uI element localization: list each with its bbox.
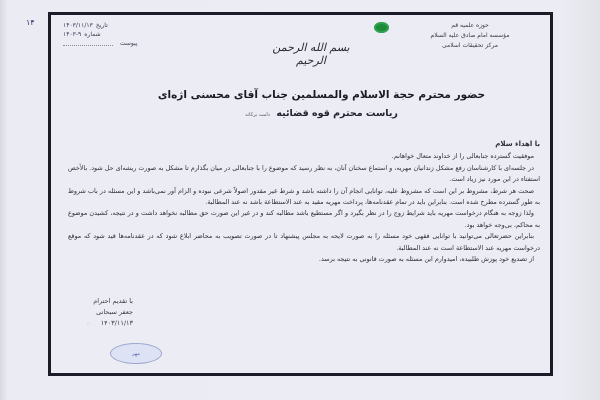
bismillah-calligraphy: بسم الله الرحمن الرحیم xyxy=(272,41,350,67)
addressee-honorific: دامت برکاته xyxy=(245,112,271,118)
paragraph-4: ولذا زوجه به هنگام درخواست مهریه باید شرایط زوج را در نظر بگیرد و اگر مستطیع باشد مطالبه کند و در غیر این صورت حق مطالبه نخواهد داشت و در نتیجه، کشیدن موضوع به محاکم، بی‌وجه خواهد بود. xyxy=(68,209,540,229)
date-row xyxy=(63,21,153,30)
paragraph-5: بنابراین حضرتعالی می‌توانید با توانایی فقهی خود مسئله را به صورت لایحه به مجلس پیشنهاد تا در صورت تصویب به محاضر ابلاغ شود که در عقدنامه‌ها قید شود که موقع درخواست مهریه عند الاستطاعة است نه عند المطالبة. xyxy=(68,232,540,252)
addressee-line-1: حضور محترم حجة الاسلام والمسلمین جناب آقای محسنی اژه‌ای xyxy=(157,89,486,101)
attachment-label: پیوست xyxy=(120,40,138,47)
number-row xyxy=(63,30,153,39)
seal-label: مهر xyxy=(132,350,140,357)
greeting: با اهداء سلام xyxy=(495,140,540,148)
date-label: تاریخ xyxy=(95,22,108,29)
addressee-line-2 xyxy=(101,108,542,119)
signature-date: ۱۴۰۳/۱۱/۱۳ xyxy=(100,319,133,327)
signer-name: جعفر سبحانی xyxy=(96,308,133,316)
number-value: ۱۴۰۳-۹ xyxy=(63,31,82,38)
letter-frame xyxy=(48,12,553,376)
date-value: ۱۴۰۳/۱۱/۱۳ xyxy=(63,22,93,29)
paragraph-3: صحت هر شرط، مشروط بر این است که مشروط علیه، توانایی انجام آن را داشته باشد و شرط غیر مقدور اصولاً شرعی نبوده و الزام آور نمی‌باشد و این مسئله در باب شروط به طور گسترده مطرح شده است. بنابراین باید در تمام عقدنامه‌ها، پرداخت مهریه مقید به عند الاستطاعة باشد نه عند المطالبة. xyxy=(68,186,540,207)
official-seal-icon xyxy=(110,343,162,364)
org-line-3: مرکز تحقیقات اسلامی xyxy=(442,42,498,49)
stamp-mark: .. xyxy=(87,320,91,326)
org-line-1: حوزه علمیه قم xyxy=(451,22,489,29)
closing-salutation: با تقدیم احترام xyxy=(93,297,133,305)
letterhead-organization xyxy=(400,21,540,51)
paragraph-1: موفقیت گسترده جنابعالی را از خداوند متعال خواهانم. xyxy=(391,152,534,161)
paragraph-6: از تصدیع خود پوزش طلبیده، امیدوارم این مسئله به صورت قانونی به نتیجه برسد. xyxy=(318,255,534,264)
attachment-row xyxy=(63,39,153,48)
reference-box xyxy=(63,21,153,48)
org-line-2: مؤسسه امام صادق علیه السلام xyxy=(430,32,510,39)
margin-handwritten-number: ۱۴ xyxy=(26,18,35,27)
paragraph-2: در جلسه‌ای با کارشناسان رفع مشکل زندانیان مهریه، و استماع سخنان آنان، به نظر رسید که موضوع را با جنابعالی در میان بگذارم تا مشکل به صورت ریشه‌ای حل شود. بالأخص استفتاء در این مورد نیز زیاد است. xyxy=(68,163,540,184)
addressee-title: ریاست محترم قوه قضائیه xyxy=(276,108,398,119)
signature-block xyxy=(73,296,133,329)
green-emblem-icon xyxy=(374,22,389,33)
number-label: شماره xyxy=(84,31,101,38)
attachment-blank xyxy=(63,39,113,46)
letter-body xyxy=(68,139,540,265)
